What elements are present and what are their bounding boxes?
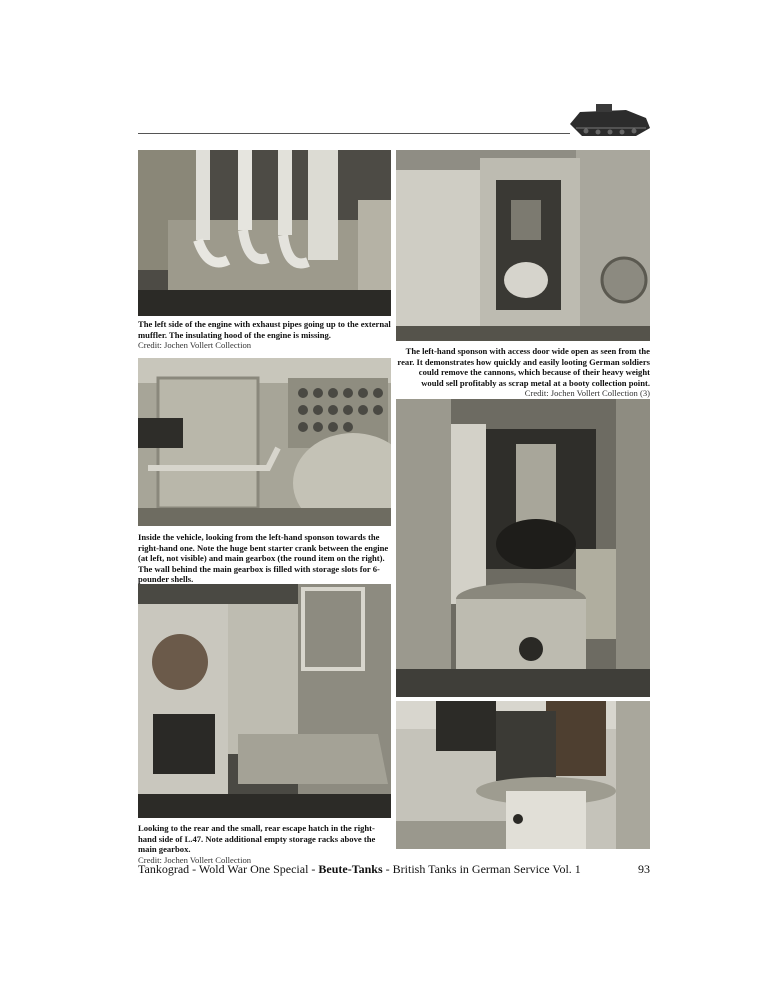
header-rule: [138, 133, 570, 134]
caption-text: The left side of the engine with exhaust pipes going up to the external muffler. The insulating hood of the engine is missing.: [138, 319, 391, 340]
caption-engine-left-side: [138, 319, 391, 351]
photo-left-sponson-door: [396, 150, 650, 341]
footer-prefix: Tankograd - Wold War One Special -: [138, 862, 319, 876]
caption-credit: Credit: Jochen Vollert Collection: [138, 340, 252, 351]
caption-credit: Credit: Jochen Vollert Collection (3): [524, 388, 650, 399]
page-number: 93: [638, 862, 650, 876]
photo-gun-pedestal: [396, 701, 650, 849]
footer-title-bold: Beute-Tanks: [318, 862, 383, 876]
photo-rear-escape-hatch: [138, 584, 391, 818]
caption-text: Inside the vehicle, looking from the left-hand sponson towards the right-hand one. Note the huge bent starter crank between the engine (at left, not visible) and main gearbox (the round item on the right). The wall behind the main gearbox is filled with storage slots for 6-pounder shells.: [138, 532, 389, 585]
caption-text: The left-hand sponson with access door wide open as seen from the rear. It demonstrates how quickly and easily looting German soldiers could remove the cannons, which because of their heavy weight would sell profitably as scrap metal at a booty collection point.: [397, 346, 650, 388]
footer-suffix: - British Tanks in German Service Vol. 1: [382, 862, 581, 876]
caption-credit: Credit: Jochen Vollert Collection: [138, 854, 252, 865]
page-footer: [138, 862, 650, 877]
caption-rear-escape-hatch: [138, 823, 391, 865]
caption-text: Looking to the rear and the small, rear escape hatch in the right-hand side of L.47. Note additional empty storage racks above the main gearbox.: [138, 823, 376, 855]
caption-left-sponson-door: [396, 346, 650, 399]
photo-gun-mount: [396, 399, 650, 697]
photo-engine-left-side: [138, 150, 391, 316]
photo-interior-gearbox: [138, 358, 391, 526]
tank-logo-icon: [566, 100, 652, 140]
